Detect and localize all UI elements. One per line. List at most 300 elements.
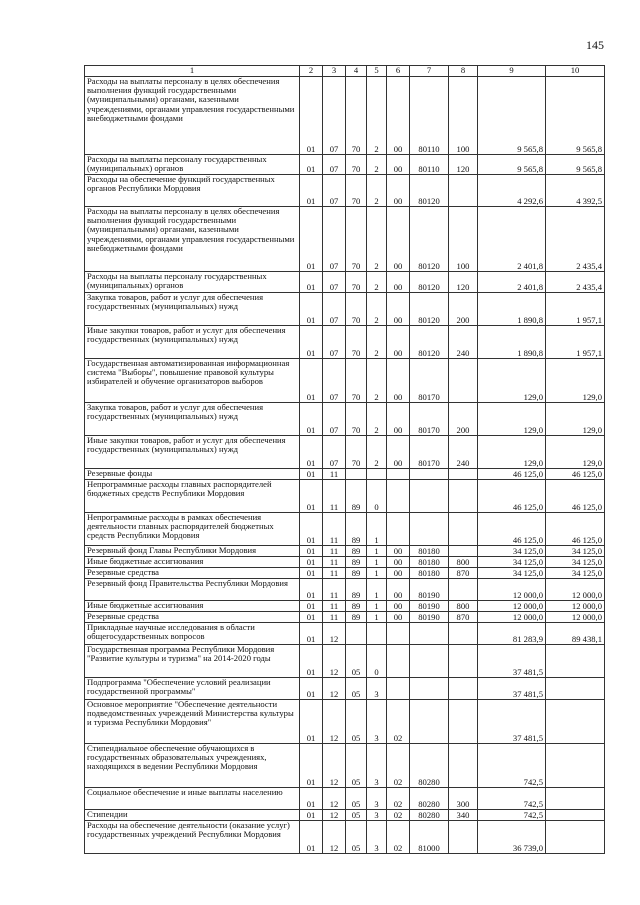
code-subsection: 12 bbox=[323, 788, 346, 810]
code-subprogram: 3 bbox=[367, 744, 387, 788]
code-event bbox=[387, 623, 410, 645]
code-section: 01 bbox=[300, 568, 323, 579]
row-name: Иные бюджетные ассигнования bbox=[85, 557, 300, 568]
code-program: 89 bbox=[346, 557, 367, 568]
code-subprogram: 2 bbox=[367, 293, 387, 326]
code-program: 89 bbox=[346, 480, 367, 513]
code-section: 01 bbox=[300, 272, 323, 293]
code-expense-type bbox=[449, 744, 478, 788]
code-event bbox=[387, 469, 410, 480]
code-section: 01 bbox=[300, 207, 323, 272]
code-subsection: 07 bbox=[323, 359, 346, 403]
code-subsection: 11 bbox=[323, 480, 346, 513]
amount-col9: 34 125,0 bbox=[478, 546, 546, 557]
code-section: 01 bbox=[300, 601, 323, 612]
row-name: Иные закупки товаров, работ и услуг для обеспечения государственных (муниципальных) нужд bbox=[85, 436, 300, 469]
amount-col9: 34 125,0 bbox=[478, 557, 546, 568]
table-row bbox=[85, 175, 605, 207]
amount-col10: 46 125,0 bbox=[546, 480, 605, 513]
row-name: Непрограммные расходы главных распорядителей бюджетных средств Республики Мордовия bbox=[85, 480, 300, 513]
amount-col9: 742,5 bbox=[478, 744, 546, 788]
amount-col10 bbox=[546, 744, 605, 788]
code-direction: 80170 bbox=[410, 436, 449, 469]
code-direction bbox=[410, 469, 449, 480]
table-row bbox=[85, 744, 605, 788]
code-direction: 80180 bbox=[410, 568, 449, 579]
col-header: 9 bbox=[478, 66, 546, 77]
code-section: 01 bbox=[300, 623, 323, 645]
amount-col9: 34 125,0 bbox=[478, 568, 546, 579]
code-program: 05 bbox=[346, 744, 367, 788]
code-event: 00 bbox=[387, 546, 410, 557]
amount-col10 bbox=[546, 788, 605, 810]
table-row bbox=[85, 359, 605, 403]
code-direction: 80280 bbox=[410, 744, 449, 788]
amount-col9: 37 481,5 bbox=[478, 700, 546, 744]
code-section: 01 bbox=[300, 77, 323, 155]
code-subprogram: 2 bbox=[367, 77, 387, 155]
code-subprogram: 0 bbox=[367, 480, 387, 513]
amount-col10: 89 438,1 bbox=[546, 623, 605, 645]
code-expense-type bbox=[449, 513, 478, 546]
code-event: 02 bbox=[387, 810, 410, 821]
table-row bbox=[85, 568, 605, 579]
code-subsection: 07 bbox=[323, 207, 346, 272]
table-row bbox=[85, 645, 605, 678]
row-name: Подпрограмма "Обеспечение условий реализации государственной программы" bbox=[85, 678, 300, 700]
code-subprogram: 3 bbox=[367, 700, 387, 744]
table-row bbox=[85, 788, 605, 810]
code-event: 00 bbox=[387, 579, 410, 601]
code-subprogram: 3 bbox=[367, 788, 387, 810]
table-row bbox=[85, 612, 605, 623]
code-program: 05 bbox=[346, 700, 367, 744]
code-section: 01 bbox=[300, 744, 323, 788]
code-direction bbox=[410, 513, 449, 546]
code-section: 01 bbox=[300, 469, 323, 480]
amount-col10 bbox=[546, 810, 605, 821]
code-subsection: 11 bbox=[323, 568, 346, 579]
table-row bbox=[85, 601, 605, 612]
code-subprogram: 2 bbox=[367, 326, 387, 359]
code-subprogram: 2 bbox=[367, 272, 387, 293]
col-header: 8 bbox=[449, 66, 478, 77]
row-name: Социальное обеспечение и иные выплаты населению bbox=[85, 788, 300, 810]
code-expense-type: 240 bbox=[449, 436, 478, 469]
code-event: 00 bbox=[387, 568, 410, 579]
amount-col10: 34 125,0 bbox=[546, 546, 605, 557]
code-subsection: 07 bbox=[323, 77, 346, 155]
row-name: Расходы на обеспечение деятельности (оказание услуг) государственных учреждений Республики Мордовия bbox=[85, 821, 300, 854]
code-section: 01 bbox=[300, 645, 323, 678]
code-section: 01 bbox=[300, 612, 323, 623]
code-subsection: 07 bbox=[323, 293, 346, 326]
code-subsection: 07 bbox=[323, 272, 346, 293]
code-program: 70 bbox=[346, 326, 367, 359]
row-name: Резервные средства bbox=[85, 568, 300, 579]
code-program: 70 bbox=[346, 77, 367, 155]
code-expense-type: 120 bbox=[449, 155, 478, 175]
code-expense-type: 100 bbox=[449, 77, 478, 155]
code-direction: 80110 bbox=[410, 155, 449, 175]
code-event: 00 bbox=[387, 207, 410, 272]
code-program: 70 bbox=[346, 359, 367, 403]
code-event: 00 bbox=[387, 359, 410, 403]
row-name: Резервные фонды bbox=[85, 469, 300, 480]
code-program: 05 bbox=[346, 645, 367, 678]
amount-col10 bbox=[546, 678, 605, 700]
amount-col10: 9 565,8 bbox=[546, 155, 605, 175]
amount-col10: 46 125,0 bbox=[546, 469, 605, 480]
code-direction: 80190 bbox=[410, 579, 449, 601]
code-program: 89 bbox=[346, 612, 367, 623]
code-subprogram: 1 bbox=[367, 612, 387, 623]
amount-col10: 2 435,4 bbox=[546, 272, 605, 293]
code-subprogram: 3 bbox=[367, 678, 387, 700]
code-expense-type bbox=[449, 821, 478, 854]
code-subprogram: 2 bbox=[367, 175, 387, 207]
code-event: 02 bbox=[387, 788, 410, 810]
row-name: Закупка товаров, работ и услуг для обеспечения государственных (муниципальных) нужд bbox=[85, 293, 300, 326]
code-program: 70 bbox=[346, 436, 367, 469]
row-name: Резервный фонд Правительства Республики Мордовия bbox=[85, 579, 300, 601]
row-name: Иные бюджетные ассигнования bbox=[85, 601, 300, 612]
code-subprogram: 1 bbox=[367, 579, 387, 601]
code-direction: 80170 bbox=[410, 359, 449, 403]
code-expense-type: 800 bbox=[449, 557, 478, 568]
row-name: Стипендиальное обеспечение обучающихся в государственных образовательных учреждениях, находящихся в ведении Республики Мордовия bbox=[85, 744, 300, 788]
row-name: Расходы на обеспечение функций государственных органов Республики Мордовия bbox=[85, 175, 300, 207]
code-event: 00 bbox=[387, 557, 410, 568]
code-subprogram: 1 bbox=[367, 557, 387, 568]
col-header: 4 bbox=[346, 66, 367, 77]
code-subprogram: 2 bbox=[367, 207, 387, 272]
amount-col10: 34 125,0 bbox=[546, 557, 605, 568]
header-row bbox=[85, 66, 605, 77]
code-program: 70 bbox=[346, 403, 367, 436]
code-subsection: 11 bbox=[323, 469, 346, 480]
amount-col9: 1 890,8 bbox=[478, 326, 546, 359]
row-name: Прикладные научные исследования в области общегосударственных вопросов bbox=[85, 623, 300, 645]
code-direction: 81000 bbox=[410, 821, 449, 854]
amount-col9: 46 125,0 bbox=[478, 480, 546, 513]
code-expense-type bbox=[449, 678, 478, 700]
code-event: 00 bbox=[387, 403, 410, 436]
code-section: 01 bbox=[300, 480, 323, 513]
code-direction: 80170 bbox=[410, 403, 449, 436]
row-name: Государственная программа Республики Мордовия "Развитие культуры и туризма" на 2014-2020 годы bbox=[85, 645, 300, 678]
amount-col10: 1 957,1 bbox=[546, 293, 605, 326]
code-program: 70 bbox=[346, 175, 367, 207]
amount-col10: 34 125,0 bbox=[546, 568, 605, 579]
code-section: 01 bbox=[300, 821, 323, 854]
amount-col9: 129,0 bbox=[478, 359, 546, 403]
amount-col9: 4 292,6 bbox=[478, 175, 546, 207]
row-name: Расходы на выплаты персоналу государственных (муниципальных) органов bbox=[85, 272, 300, 293]
code-expense-type bbox=[449, 579, 478, 601]
amount-col9: 742,5 bbox=[478, 810, 546, 821]
code-program: 70 bbox=[346, 155, 367, 175]
code-direction bbox=[410, 623, 449, 645]
code-subprogram: 2 bbox=[367, 403, 387, 436]
code-section: 01 bbox=[300, 557, 323, 568]
code-subprogram: 1 bbox=[367, 513, 387, 546]
row-name: Резервные средства bbox=[85, 612, 300, 623]
code-event: 00 bbox=[387, 155, 410, 175]
code-program: 70 bbox=[346, 272, 367, 293]
table-row bbox=[85, 480, 605, 513]
table-body bbox=[85, 77, 605, 854]
code-direction: 80280 bbox=[410, 788, 449, 810]
code-section: 01 bbox=[300, 700, 323, 744]
code-section: 01 bbox=[300, 436, 323, 469]
code-subsection: 12 bbox=[323, 744, 346, 788]
table-row bbox=[85, 810, 605, 821]
code-section: 01 bbox=[300, 326, 323, 359]
col-header: 7 bbox=[410, 66, 449, 77]
code-event: 00 bbox=[387, 612, 410, 623]
code-direction: 80120 bbox=[410, 207, 449, 272]
col-header: 6 bbox=[387, 66, 410, 77]
code-expense-type: 240 bbox=[449, 326, 478, 359]
row-name: Основное мероприятие "Обеспечение деятельности подведомственных учреждений Министерства культуры и туризма Республики Мордовия" bbox=[85, 700, 300, 744]
row-name: Иные закупки товаров, работ и услуг для обеспечения государственных (муниципальных) нужд bbox=[85, 326, 300, 359]
code-subprogram: 3 bbox=[367, 810, 387, 821]
amount-col9: 46 125,0 bbox=[478, 469, 546, 480]
table-row bbox=[85, 821, 605, 854]
table-row bbox=[85, 546, 605, 557]
table-row bbox=[85, 326, 605, 359]
table-row bbox=[85, 700, 605, 744]
code-subprogram: 1 bbox=[367, 601, 387, 612]
row-name: Непрограммные расходы в рамках обеспечения деятельности главных распорядителей бюджетных средств Республики Мордовия bbox=[85, 513, 300, 546]
amount-col9: 81 283,9 bbox=[478, 623, 546, 645]
amount-col9: 12 000,0 bbox=[478, 601, 546, 612]
col-header: 1 bbox=[85, 66, 300, 77]
code-expense-type: 200 bbox=[449, 293, 478, 326]
code-expense-type bbox=[449, 623, 478, 645]
code-subsection: 11 bbox=[323, 557, 346, 568]
table-row bbox=[85, 207, 605, 272]
code-subprogram: 3 bbox=[367, 821, 387, 854]
amount-col9: 46 125,0 bbox=[478, 513, 546, 546]
code-subprogram bbox=[367, 623, 387, 645]
code-section: 01 bbox=[300, 579, 323, 601]
amount-col9: 2 401,8 bbox=[478, 207, 546, 272]
code-expense-type bbox=[449, 469, 478, 480]
code-expense-type bbox=[449, 359, 478, 403]
code-expense-type: 870 bbox=[449, 612, 478, 623]
amount-col9: 9 565,8 bbox=[478, 155, 546, 175]
code-section: 01 bbox=[300, 175, 323, 207]
amount-col10: 129,0 bbox=[546, 436, 605, 469]
code-subsection: 07 bbox=[323, 326, 346, 359]
code-direction: 80190 bbox=[410, 601, 449, 612]
code-section: 01 bbox=[300, 403, 323, 436]
amount-col10: 2 435,4 bbox=[546, 207, 605, 272]
code-direction bbox=[410, 700, 449, 744]
code-direction: 80120 bbox=[410, 293, 449, 326]
code-direction: 80120 bbox=[410, 272, 449, 293]
table-row bbox=[85, 678, 605, 700]
code-event: 00 bbox=[387, 326, 410, 359]
table-row bbox=[85, 155, 605, 175]
table-row bbox=[85, 293, 605, 326]
code-expense-type bbox=[449, 645, 478, 678]
code-event: 00 bbox=[387, 272, 410, 293]
amount-col9: 129,0 bbox=[478, 436, 546, 469]
code-subprogram: 2 bbox=[367, 436, 387, 469]
code-event: 00 bbox=[387, 293, 410, 326]
code-subsection: 07 bbox=[323, 155, 346, 175]
table-row bbox=[85, 77, 605, 155]
code-event: 00 bbox=[387, 77, 410, 155]
table-row bbox=[85, 623, 605, 645]
table-row bbox=[85, 403, 605, 436]
amount-col10: 12 000,0 bbox=[546, 601, 605, 612]
code-expense-type bbox=[449, 480, 478, 513]
amount-col9: 37 481,5 bbox=[478, 645, 546, 678]
code-expense-type: 100 bbox=[449, 207, 478, 272]
code-event bbox=[387, 513, 410, 546]
row-name: Резервный фонд Главы Республики Мордовия bbox=[85, 546, 300, 557]
row-name: Расходы на выплаты персоналу государственных (муниципальных) органов bbox=[85, 155, 300, 175]
code-event: 00 bbox=[387, 436, 410, 469]
code-expense-type: 340 bbox=[449, 810, 478, 821]
code-subprogram bbox=[367, 469, 387, 480]
code-program: 89 bbox=[346, 546, 367, 557]
amount-col10: 46 125,0 bbox=[546, 513, 605, 546]
amount-col10: 129,0 bbox=[546, 359, 605, 403]
amount-col9: 36 739,0 bbox=[478, 821, 546, 854]
code-expense-type: 120 bbox=[449, 272, 478, 293]
table-row bbox=[85, 557, 605, 568]
code-subsection: 12 bbox=[323, 700, 346, 744]
code-program: 05 bbox=[346, 788, 367, 810]
code-section: 01 bbox=[300, 788, 323, 810]
code-event: 02 bbox=[387, 744, 410, 788]
code-expense-type bbox=[449, 175, 478, 207]
code-subsection: 12 bbox=[323, 645, 346, 678]
code-subprogram: 1 bbox=[367, 546, 387, 557]
row-name: Расходы на выплаты персоналу в целях обеспечения выполнения функций государственными (муниципальными) органами, казенными учреждениями, органами управления государственными внебюджетными фондами bbox=[85, 207, 300, 272]
table-row bbox=[85, 579, 605, 601]
code-subsection: 07 bbox=[323, 175, 346, 207]
code-direction bbox=[410, 480, 449, 513]
code-direction: 80110 bbox=[410, 77, 449, 155]
amount-col9: 12 000,0 bbox=[478, 579, 546, 601]
code-expense-type: 200 bbox=[449, 403, 478, 436]
budget-table bbox=[84, 65, 605, 854]
amount-col10: 9 565,8 bbox=[546, 77, 605, 155]
code-direction: 80190 bbox=[410, 612, 449, 623]
code-direction bbox=[410, 678, 449, 700]
code-event bbox=[387, 678, 410, 700]
amount-col9: 742,5 bbox=[478, 788, 546, 810]
code-expense-type bbox=[449, 546, 478, 557]
code-section: 01 bbox=[300, 359, 323, 403]
code-subsection: 11 bbox=[323, 612, 346, 623]
code-subsection: 07 bbox=[323, 436, 346, 469]
code-subprogram: 2 bbox=[367, 359, 387, 403]
amount-col10: 12 000,0 bbox=[546, 612, 605, 623]
table-row bbox=[85, 272, 605, 293]
code-subprogram: 2 bbox=[367, 155, 387, 175]
amount-col9: 129,0 bbox=[478, 403, 546, 436]
code-direction: 80180 bbox=[410, 557, 449, 568]
amount-col10: 4 392,5 bbox=[546, 175, 605, 207]
amount-col9: 2 401,8 bbox=[478, 272, 546, 293]
code-expense-type bbox=[449, 700, 478, 744]
code-program: 89 bbox=[346, 579, 367, 601]
row-name: Расходы на выплаты персоналу в целях обеспечения выполнения функций государственными (муниципальными) органами, казенными учреждениями, органами управления государственными внебюджетными фондами bbox=[85, 77, 300, 155]
code-direction: 80280 bbox=[410, 810, 449, 821]
amount-col10: 1 957,1 bbox=[546, 326, 605, 359]
code-subsection: 12 bbox=[323, 810, 346, 821]
code-direction: 80120 bbox=[410, 175, 449, 207]
code-program: 70 bbox=[346, 207, 367, 272]
amount-col10: 129,0 bbox=[546, 403, 605, 436]
code-subsection: 12 bbox=[323, 623, 346, 645]
code-section: 01 bbox=[300, 678, 323, 700]
code-subprogram: 1 bbox=[367, 568, 387, 579]
code-program: 89 bbox=[346, 568, 367, 579]
code-direction: 80120 bbox=[410, 326, 449, 359]
code-section: 01 bbox=[300, 293, 323, 326]
code-event bbox=[387, 645, 410, 678]
code-expense-type: 870 bbox=[449, 568, 478, 579]
row-name: Государственная автоматизированная информационная система "Выборы", повышение правовой культуры избирателей и обучение организаторов выборов bbox=[85, 359, 300, 403]
code-expense-type: 300 bbox=[449, 788, 478, 810]
code-direction: 80180 bbox=[410, 546, 449, 557]
table-row bbox=[85, 436, 605, 469]
amount-col10 bbox=[546, 821, 605, 854]
code-section: 01 bbox=[300, 155, 323, 175]
code-subsection: 12 bbox=[323, 821, 346, 854]
code-program: 89 bbox=[346, 513, 367, 546]
code-program: 05 bbox=[346, 810, 367, 821]
code-event: 02 bbox=[387, 821, 410, 854]
code-subsection: 11 bbox=[323, 579, 346, 601]
amount-col9: 1 890,8 bbox=[478, 293, 546, 326]
col-header: 10 bbox=[546, 66, 605, 77]
code-direction bbox=[410, 645, 449, 678]
code-section: 01 bbox=[300, 513, 323, 546]
col-header: 5 bbox=[367, 66, 387, 77]
code-program bbox=[346, 469, 367, 480]
code-section: 01 bbox=[300, 546, 323, 557]
code-event: 00 bbox=[387, 601, 410, 612]
code-event bbox=[387, 480, 410, 513]
row-name: Закупка товаров, работ и услуг для обеспечения государственных (муниципальных) нужд bbox=[85, 403, 300, 436]
table-row bbox=[85, 469, 605, 480]
code-program: 70 bbox=[346, 293, 367, 326]
code-event: 00 bbox=[387, 175, 410, 207]
code-program bbox=[346, 623, 367, 645]
code-subsection: 07 bbox=[323, 403, 346, 436]
row-name: Стипендии bbox=[85, 810, 300, 821]
code-program: 05 bbox=[346, 821, 367, 854]
amount-col9: 12 000,0 bbox=[478, 612, 546, 623]
col-header: 3 bbox=[323, 66, 346, 77]
amount-col9: 37 481,5 bbox=[478, 678, 546, 700]
page-number: 145 bbox=[586, 38, 604, 52]
code-subprogram: 0 bbox=[367, 645, 387, 678]
code-subsection: 11 bbox=[323, 601, 346, 612]
table-row bbox=[85, 513, 605, 546]
amount-col9: 9 565,8 bbox=[478, 77, 546, 155]
col-header: 2 bbox=[300, 66, 323, 77]
